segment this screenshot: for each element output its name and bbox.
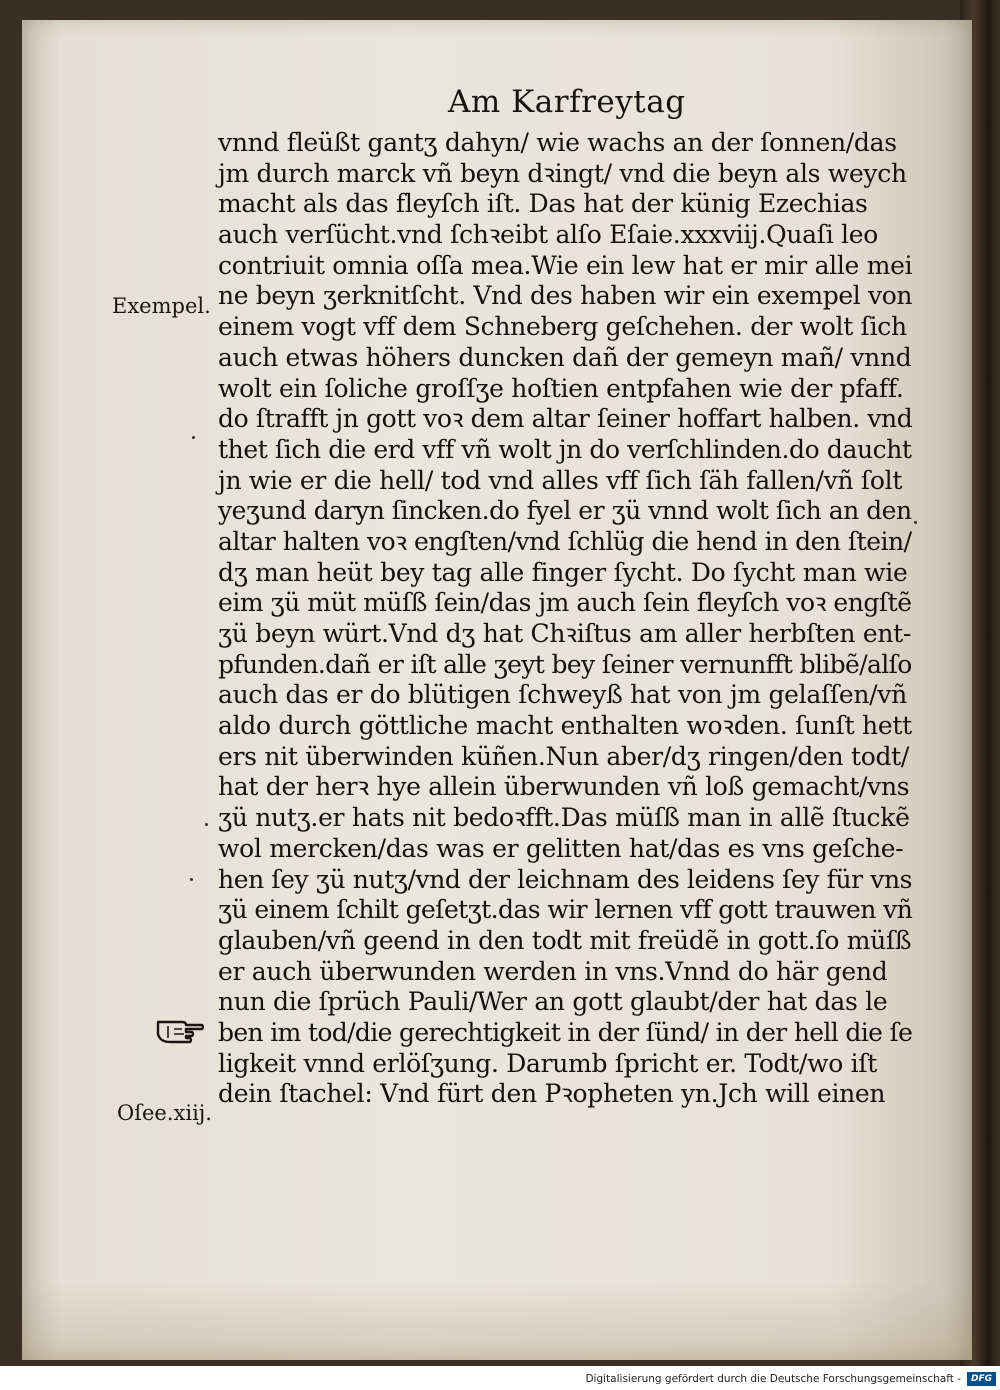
text-line: pfunden.dañ er iſt alle ʒeyt bey ſeiner vernunfft blibẽ/alſo	[218, 649, 912, 679]
text-line: do ſtrafft jn gott voꝛ dem altar ſeiner hoffart halben. vnd	[218, 404, 913, 434]
text-line: glauben/vñ geend in den todt mit freüdẽ in gott.ſo müſß	[218, 925, 912, 955]
text-line: er auch überwunden werden in vns.Vnnd do här gend	[218, 956, 888, 986]
dfg-logo: DFG	[967, 1372, 996, 1386]
text-line: auch das er do blütigen ſchweyß hat von jm gelaſſen/vñ	[218, 680, 907, 710]
text-line: hat der herꝛ hye allein überwunden vñ loß gemacht/vns	[218, 772, 910, 802]
ink-speck	[192, 436, 195, 439]
text-line: ben im tod/die gerechtigkeit in der ſünd/ in der hell die ſe	[218, 1017, 913, 1047]
footer-credit: Digitalisierung gefördert durch die Deutsche Forschungsgemeinschaft -	[585, 1373, 961, 1385]
text-line: thet ſich die erd vff vñ wolt jn do verſchlinden.do daucht	[218, 434, 912, 464]
margin-note-osee: Oſee.xiij.	[117, 1101, 212, 1125]
body-text	[218, 128, 912, 1110]
text-line: contriuit omnia oſſa mea.Wie ein lew hat er mir alle mei	[218, 250, 913, 280]
text-line: jm durch marck vñ beyn dꝛingt/ vnd die beyn als weych	[218, 158, 907, 188]
text-line: auch etwas höhers duncken dañ der gemeyn mañ/ vnnd	[218, 342, 912, 372]
text-line: eim ʒü müt müſß ſein/das jm auch ſein fleyſch voꝛ engſtẽ	[218, 588, 912, 618]
ink-speck	[205, 823, 208, 826]
text-line: nun die ſprüch Pauli/Wer an gott glaubt/der hat das le	[218, 987, 888, 1017]
text-line: vnnd fleüßt gantʒ dahyn/ wie wachs an der ſonnen/das	[218, 128, 897, 157]
text-line: einem vogt vff dem Schneberg geſchehen. der wolt ſich	[218, 312, 907, 342]
text-line: ligkeit vnnd erlöſʒung. Darumb ſpricht er. Todt/wo iſt	[218, 1048, 878, 1078]
text-line: aldo durch göttliche macht enthalten woꝛden. ſunſt hett	[218, 711, 912, 741]
text-line: wolt ein ſoliche groſſʒe hoſtien entpfahen wie der pfaff.	[218, 373, 904, 403]
text-line: jn wie er die hell/ tod vnd alles vff ſich ſäh fallen/vñ ſolt	[218, 465, 903, 495]
page-header: Am Karfreytag	[448, 84, 686, 120]
margin-note-exempel: Exempel.	[112, 294, 211, 318]
pointing-hand-icon	[156, 1012, 204, 1046]
page-stain	[22, 1280, 972, 1360]
text-line: ne beyn ʒerknitſcht. Vnd des haben wir ein exempel von	[218, 281, 913, 311]
text-line: ers nit überwinden küñen.Nun aber/dʒ ringen/den todt/	[218, 741, 910, 771]
text-line: dein ſtachel: Vnd fürt den Pꝛopheten yn.Jch will einen	[218, 1079, 886, 1109]
text-line: ʒü nutʒ.er hats nit bedoꝛfft.Das müſß man in allẽ ſtuckẽ	[218, 803, 910, 833]
text-line: macht als das fleyſch iſt. Das hat der künig Ezechias	[218, 189, 868, 219]
text-line: ʒü einem ſchilt geſetʒt.das wir lernen vff gott trauwen vñ	[218, 895, 913, 925]
text-line: wol mercken/das was er gelitten hat/das es vns geſche-	[218, 833, 904, 863]
dfg-footer	[585, 1371, 996, 1387]
text-line: yeʒund daryn ſincken.do fyel er ʒü vnnd wolt ſich an den	[218, 496, 912, 526]
text-line: auch verſücht.vnd ſchꝛeibt alſo Eſaie.xxxviij.Quaſi leo	[218, 220, 878, 250]
text-line: hen ſey ʒü nutʒ/vnd der leichnam des leidens ſey für vns	[218, 864, 913, 894]
text-line: ʒü beyn würt.Vnd dʒ hat Chꝛiſtus am aller herbſten ent-	[218, 619, 912, 648]
ink-speck	[190, 878, 193, 881]
ink-speck	[914, 521, 917, 524]
text-line: altar halten voꝛ engſten/vnd ſchlüg die hend in den ſtein/	[218, 526, 912, 556]
text-line: dʒ man heüt bey tag alle finger ſycht. Do ſycht man wie	[218, 557, 908, 587]
